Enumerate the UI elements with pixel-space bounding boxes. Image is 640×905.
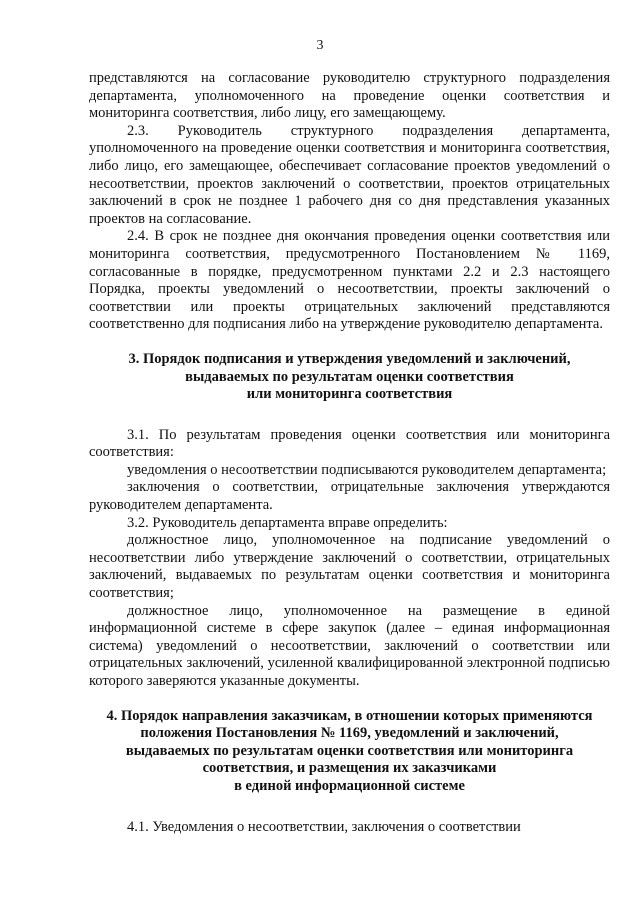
section-3-heading-line: выдаваемых по результатам оценки соответствия xyxy=(185,368,514,385)
paragraph-3-2-b: должностное лицо, уполномоченное на размещение в единой информационной системе в сфере закупок (далее – единая информационная система) уведомлений о несоответствии, заключений о соответствии или отрицательных заключений, усиленной квалифицированной электронной подписью которого заверяются указанные документы. xyxy=(89,602,610,689)
document-body xyxy=(89,70,610,836)
section-4-heading-line: выдаваемых по результатам оценки соответствия или мониторинга xyxy=(125,742,574,759)
paragraph-4-1: 4.1. Уведомления о несоответствии, заключения о соответствии xyxy=(127,818,521,835)
page-number: 3 xyxy=(316,38,324,53)
section-4-heading-line: 4. Порядок направления заказчикам, в отношении которых применяются xyxy=(106,707,593,724)
section-4-heading-line: соответствия, и размещения их заказчиками xyxy=(202,760,497,777)
paragraph-3-2: 3.2. Руководитель департамента вправе определить: xyxy=(127,514,448,531)
paragraph-2-3: 2.3. Руководитель структурного подразделения департамента, уполномоченного на проведение оценки соответствия и мониторинга соответствия, либо лицо, его замещающее, обеспечивает согласование проектов уведомлений о несоответствии, проектов заключений о соответствии, проектов отрицательных заключений в срок не позднее 1 рабочего дня со дня представления указанных проектов на согласование. xyxy=(89,122,610,227)
paragraph-2-4: 2.4. В срок не позднее дня окончания проведения оценки соответствия или мониторинга соответствия, предусмотренного Постановлением № 1169, согласованные в порядке, предусмотренном пунктами 2.2 и 2.3 настоящего Порядка, проекты уведомлений о несоответствии, проекты заключений о соответствии или проекты отрицательных заключений представляются соответственно для подписания либо на утверждение руководителю департамента. xyxy=(89,228,610,333)
paragraph-3-1: 3.1. По результатам проведения оценки соответствия или мониторинга соответствия: xyxy=(89,426,610,461)
section-4-heading-line: положения Постановления № 1169, уведомлений и заключений, xyxy=(140,725,559,742)
paragraph-3-1-b: заключения о соответствии, отрицательные заключения утверждаются руководителем департамента. xyxy=(89,479,610,514)
section-3-heading-line: 3. Порядок подписания и утверждения уведомлений и заключений, xyxy=(128,350,571,367)
paragraph-continuation: представляются на согласование руководителю структурного подразделения департамента, уполномоченного на проведение оценки соответствия и мониторинга соответствия, либо лицу, его замещающему. xyxy=(89,70,610,122)
section-3-heading xyxy=(89,351,610,404)
paragraph-3-2-a: должностное лицо, уполномоченное на подписание уведомлений о несоответствии либо утверждение заключений о соответствии, отрицательных заключений, выдаваемых по результатам оценки соответствия и мониторинга соответствия; xyxy=(89,532,610,602)
section-4-heading-line: в единой информационной системе xyxy=(234,777,465,794)
paragraph-3-1-a: уведомления о несоответствии подписываются руководителем департамента; xyxy=(127,461,607,478)
section-3-heading-line: или мониторинга соответствия xyxy=(246,386,453,403)
section-4-heading xyxy=(89,708,610,796)
